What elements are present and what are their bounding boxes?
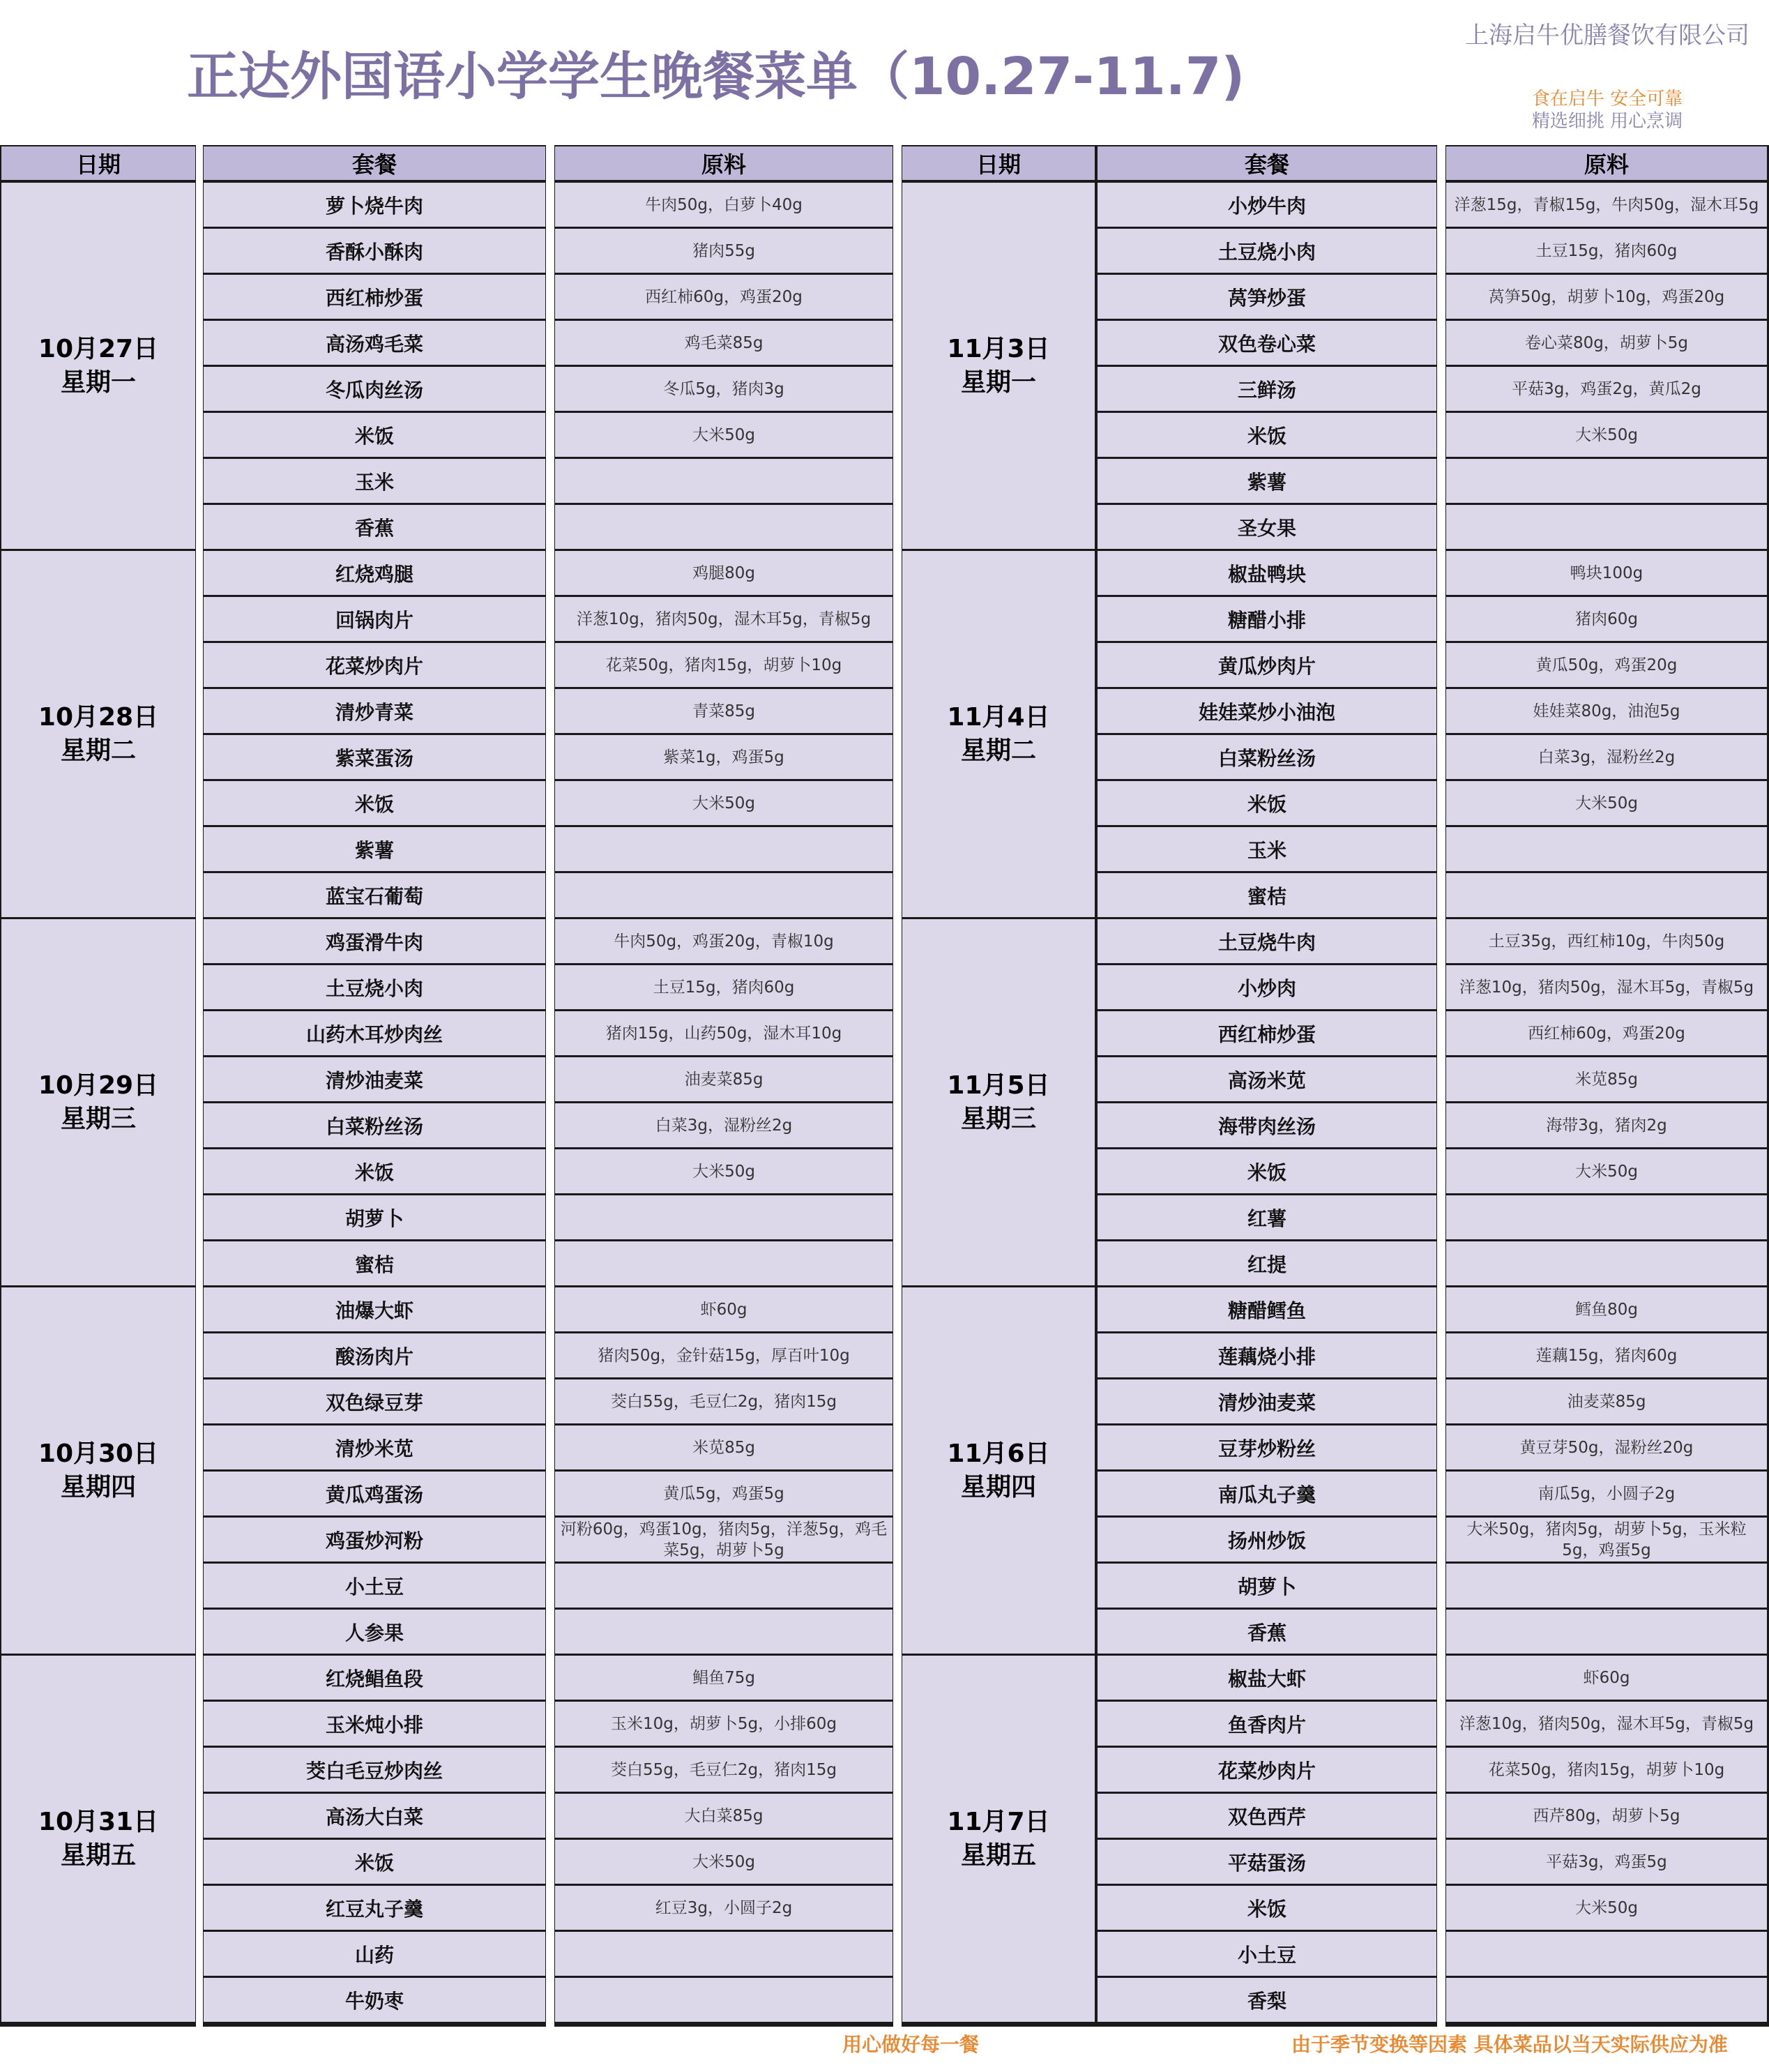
right-header-date: 日期	[902, 146, 1095, 180]
dish-ingredients: 大白菜85g	[555, 1794, 893, 1838]
dish-name: 香蕉	[204, 505, 545, 549]
dish-ingredients: 猪肉55g	[555, 229, 893, 273]
right-header-ingredients: 原料	[1446, 146, 1767, 180]
dish-name: 土豆烧小肉	[204, 965, 545, 1009]
dish-name: 红薯	[1098, 1195, 1436, 1239]
dish-ingredients: 鳕鱼80g	[1446, 1287, 1767, 1331]
dish-name: 山药木耳炒肉丝	[204, 1011, 545, 1055]
dish-name: 米饭	[204, 1840, 545, 1884]
dish-ingredients	[1446, 1978, 1767, 2022]
dish-ingredients	[555, 505, 893, 549]
weekday-label: 星期二	[960, 736, 1036, 765]
right-date-cell	[902, 183, 1095, 549]
dish-ingredients: 黄瓜50g，鸡蛋20g	[1446, 643, 1767, 687]
dish-name: 萝卜烧牛肉	[204, 183, 545, 227]
column-gutter	[893, 145, 902, 2027]
dish-name: 清炒青菜	[204, 689, 545, 733]
right-date-cell	[902, 551, 1095, 917]
dish-name: 米饭	[1098, 1886, 1436, 1930]
dish-name: 双色绿豆芽	[204, 1379, 545, 1423]
dish-ingredients	[1446, 873, 1767, 917]
dish-name: 糖醋鳕鱼	[1098, 1287, 1436, 1331]
dish-name: 香梨	[1098, 1978, 1436, 2022]
dish-ingredients	[1446, 1195, 1767, 1239]
right-date-cell	[902, 1287, 1095, 1654]
dish-ingredients	[555, 1241, 893, 1285]
dish-ingredients: 猪肉50g，金针菇15g，厚百叶10g	[555, 1333, 893, 1377]
dish-ingredients	[1446, 1610, 1767, 1654]
dish-name: 香酥小酥肉	[204, 229, 545, 273]
dish-ingredients: 大米50g	[555, 1149, 893, 1193]
dish-ingredients: 洋葱10g，猪肉50g，湿木耳5g，青椒5g	[1446, 1702, 1767, 1746]
left-header-dish: 套餐	[204, 146, 545, 180]
date-label: 10月31日	[38, 1807, 159, 1836]
left-date-cell	[1, 1656, 195, 2022]
date-label: 11月7日	[947, 1807, 1050, 1836]
dish-ingredients	[1446, 1564, 1767, 1608]
dish-ingredients: 鸭块100g	[1446, 551, 1767, 595]
dish-name: 冬瓜肉丝汤	[204, 367, 545, 411]
dish-ingredients: 黄瓜5g，鸡蛋5g	[555, 1472, 893, 1515]
dish-ingredients	[555, 1610, 893, 1654]
dish-name: 西红柿炒蛋	[204, 275, 545, 319]
dish-name: 米饭	[204, 781, 545, 825]
dish-ingredients	[1446, 1241, 1767, 1285]
footer-left-note: 用心做好每一餐	[842, 2033, 980, 2056]
dish-ingredients: 猪肉15g，山药50g，湿木耳10g	[555, 1011, 893, 1055]
dish-name: 三鲜汤	[1098, 367, 1436, 411]
dish-name: 高汤鸡毛菜	[204, 321, 545, 365]
dish-name: 土豆烧小肉	[1098, 229, 1436, 273]
dish-ingredients	[1446, 827, 1767, 871]
dish-name: 米饭	[1098, 1149, 1436, 1193]
dish-name: 米饭	[204, 1149, 545, 1193]
dish-ingredients: 虾60g	[555, 1287, 893, 1331]
dish-name: 椒盐大虾	[1098, 1656, 1436, 1700]
dish-name: 黄瓜鸡蛋汤	[204, 1472, 545, 1515]
weekday-label: 星期四	[60, 1472, 136, 1502]
dish-name: 娃娃菜炒小油泡	[1098, 689, 1436, 733]
dish-name: 高汤大白菜	[204, 1794, 545, 1838]
dish-name: 紫菜蛋汤	[204, 735, 545, 779]
dish-name: 紫薯	[1098, 459, 1436, 503]
dish-name: 花菜炒肉片	[1098, 1748, 1436, 1792]
dish-ingredients	[555, 1978, 893, 2022]
weekday-label: 星期三	[60, 1104, 136, 1133]
dish-name: 豆芽炒粉丝	[1098, 1426, 1436, 1469]
dish-name: 花菜炒肉片	[204, 643, 545, 687]
dish-name: 红烧鲳鱼段	[204, 1656, 545, 1700]
dish-name: 白菜粉丝汤	[1098, 735, 1436, 779]
date-label: 11月5日	[947, 1071, 1050, 1100]
dish-ingredients: 鲳鱼75g	[555, 1656, 893, 1700]
dish-ingredients: 猪肉60g	[1446, 597, 1767, 641]
dish-ingredients: 牛肉50g，白萝卜40g	[555, 183, 893, 227]
left-date-cell	[1, 183, 195, 549]
dish-ingredients	[555, 459, 893, 503]
dish-name: 山药	[204, 1932, 545, 1976]
weekday-label: 星期五	[60, 1840, 136, 1870]
dish-name: 小土豆	[204, 1564, 545, 1608]
dish-name: 米饭	[204, 413, 545, 457]
dish-name: 小土豆	[1098, 1932, 1436, 1976]
dish-ingredients: 大米50g，猪肉5g，胡萝卜5g，玉米粒5g，鸡蛋5g	[1446, 1518, 1767, 1561]
dish-ingredients: 玉米10g，胡萝卜5g，小排60g	[555, 1702, 893, 1746]
dish-ingredients: 鸡毛菜85g	[555, 321, 893, 365]
dish-ingredients: 卷心菜80g，胡萝卜5g	[1446, 321, 1767, 365]
dish-name: 酸汤肉片	[204, 1333, 545, 1377]
right-header-dish: 套餐	[1098, 146, 1436, 180]
dish-name: 扬州炒饭	[1098, 1518, 1436, 1561]
weekday-label: 星期二	[60, 736, 136, 765]
dish-name: 蜜桔	[204, 1241, 545, 1285]
page-title: 正达外国语小学学生晚餐菜单（10.27-11.7)	[187, 47, 1245, 107]
dish-name: 鸡蛋炒河粉	[204, 1518, 545, 1561]
dish-name: 糖醋小排	[1098, 597, 1436, 641]
dish-ingredients	[1446, 459, 1767, 503]
dish-name: 莴笋炒蛋	[1098, 275, 1436, 319]
dish-name: 土豆烧牛肉	[1098, 919, 1436, 963]
dish-ingredients	[1446, 1932, 1767, 1976]
dish-name: 清炒油麦菜	[1098, 1379, 1436, 1423]
dish-ingredients: 红豆3g，小圆子2g	[555, 1886, 893, 1930]
column-gutter	[546, 145, 554, 2027]
dish-name: 圣女果	[1098, 505, 1436, 549]
dish-ingredients: 西红柿60g，鸡蛋20g	[555, 275, 893, 319]
slogan-line-1: 食在启牛 安全可靠	[1531, 89, 1683, 109]
dish-name: 香蕉	[1098, 1610, 1436, 1654]
dish-name: 玉米	[1098, 827, 1436, 871]
dish-ingredients: 米苋85g	[1446, 1057, 1767, 1101]
dish-ingredients	[555, 873, 893, 917]
right-date-cell	[902, 919, 1095, 1285]
dish-ingredients: 紫菜1g，鸡蛋5g	[555, 735, 893, 779]
date-label: 11月3日	[947, 334, 1050, 363]
dish-name: 平菇蛋汤	[1098, 1840, 1436, 1884]
dish-ingredients: 牛肉50g，鸡蛋20g，青椒10g	[555, 919, 893, 963]
dish-name: 小炒肉	[1098, 965, 1436, 1009]
slogan-line-2: 精选细挑 用心烹调	[1531, 111, 1683, 132]
dish-ingredients: 花菜50g，猪肉15g，胡萝卜10g	[555, 643, 893, 687]
dish-ingredients: 鸡腿80g	[555, 551, 893, 595]
dish-ingredients: 米苋85g	[555, 1426, 893, 1469]
dish-name: 高汤米苋	[1098, 1057, 1436, 1101]
left-header-date: 日期	[1, 146, 195, 180]
dish-ingredients: 洋葱10g，猪肉50g，湿木耳5g，青椒5g	[555, 597, 893, 641]
dish-ingredients: 土豆15g，猪肉60g	[555, 965, 893, 1009]
dish-name: 胡萝卜	[1098, 1564, 1436, 1608]
dish-ingredients: 白菜3g，湿粉丝2g	[555, 1103, 893, 1147]
dish-name: 小炒牛肉	[1098, 183, 1436, 227]
date-label: 10月27日	[38, 334, 159, 363]
dish-name: 玉米炖小排	[204, 1702, 545, 1746]
dish-name: 紫薯	[204, 827, 545, 871]
dish-ingredients: 大米50g	[1446, 1886, 1767, 1930]
dish-name: 鸡蛋滑牛肉	[204, 919, 545, 963]
dish-ingredients	[555, 827, 893, 871]
weekday-label: 星期五	[960, 1840, 1036, 1870]
weekday-label: 星期三	[960, 1104, 1036, 1133]
dish-ingredients: 娃娃菜80g，油泡5g	[1446, 689, 1767, 733]
dish-ingredients: 大米50g	[1446, 413, 1767, 457]
date-label: 10月28日	[38, 702, 159, 732]
dish-name: 西红柿炒蛋	[1098, 1011, 1436, 1055]
dish-ingredients: 西红柿60g，鸡蛋20g	[1446, 1011, 1767, 1055]
dish-name: 米饭	[1098, 781, 1436, 825]
date-label: 10月30日	[38, 1439, 159, 1468]
dish-name: 双色西芹	[1098, 1794, 1436, 1838]
left-date-cell	[1, 919, 195, 1285]
weekday-label: 星期一	[960, 368, 1036, 397]
dish-ingredients: 油麦菜85g	[555, 1057, 893, 1101]
dish-ingredients: 黄豆芽50g，湿粉丝20g	[1446, 1426, 1767, 1469]
dish-name: 清炒米苋	[204, 1426, 545, 1469]
dish-name: 回锅肉片	[204, 597, 545, 641]
dish-name: 红提	[1098, 1241, 1436, 1285]
column-gutter	[1437, 145, 1445, 2027]
left-date-cell	[1, 551, 195, 917]
dish-ingredients: 油麦菜85g	[1446, 1379, 1767, 1423]
dish-name: 人参果	[204, 1610, 545, 1654]
dish-ingredients: 大米50g	[555, 781, 893, 825]
dish-name: 蓝宝石葡萄	[204, 873, 545, 917]
dish-name: 玉米	[204, 459, 545, 503]
left-header-ingredients: 原料	[555, 146, 893, 180]
right-date-cell	[902, 1656, 1095, 2022]
dish-name: 黄瓜炒肉片	[1098, 643, 1436, 687]
dish-name: 南瓜丸子羹	[1098, 1472, 1436, 1515]
dish-name: 鱼香肉片	[1098, 1702, 1436, 1746]
dish-name: 双色卷心菜	[1098, 321, 1436, 365]
dish-ingredients: 河粉60g，鸡蛋10g，猪肉5g，洋葱5g，鸡毛菜5g，胡萝卜5g	[555, 1518, 893, 1561]
dish-ingredients: 大米50g	[555, 1840, 893, 1884]
dish-name: 胡萝卜	[204, 1195, 545, 1239]
dish-ingredients: 平菇3g，鸡蛋5g	[1446, 1840, 1767, 1884]
dish-ingredients: 西芹80g，胡萝卜5g	[1446, 1794, 1767, 1838]
dish-ingredients	[555, 1564, 893, 1608]
dish-ingredients: 莴笋50g，胡萝卜10g，鸡蛋20g	[1446, 275, 1767, 319]
dish-ingredients: 海带3g，猪肉2g	[1446, 1103, 1767, 1147]
dish-name: 白菜粉丝汤	[204, 1103, 545, 1147]
weekday-label: 星期四	[960, 1472, 1036, 1502]
dish-name: 红豆丸子羹	[204, 1886, 545, 1930]
date-label: 11月6日	[947, 1439, 1050, 1468]
dish-ingredients	[555, 1932, 893, 1976]
dish-ingredients: 洋葱15g，青椒15g，牛肉50g，湿木耳5g	[1446, 183, 1767, 227]
dish-ingredients: 洋葱10g，猪肉50g，湿木耳5g，青椒5g	[1446, 965, 1767, 1009]
dish-ingredients: 白菜3g，湿粉丝2g	[1446, 735, 1767, 779]
weekday-label: 星期一	[60, 368, 136, 397]
dish-ingredients: 冬瓜5g，猪肉3g	[555, 367, 893, 411]
dish-ingredients: 莲藕15g，猪肉60g	[1446, 1333, 1767, 1377]
dish-name: 莲藕烧小排	[1098, 1333, 1436, 1377]
dish-name: 牛奶枣	[204, 1978, 545, 2022]
dish-ingredients: 平菇3g，鸡蛋2g，黄瓜2g	[1446, 367, 1767, 411]
dish-ingredients: 大米50g	[555, 413, 893, 457]
dish-ingredients: 南瓜5g，小圆子2g	[1446, 1472, 1767, 1515]
dish-ingredients	[1446, 505, 1767, 549]
dish-ingredients	[555, 1195, 893, 1239]
dish-ingredients: 青菜85g	[555, 689, 893, 733]
dish-name: 茭白毛豆炒肉丝	[204, 1748, 545, 1792]
date-label: 11月4日	[947, 702, 1050, 732]
dish-name: 海带肉丝汤	[1098, 1103, 1436, 1147]
dish-name: 米饭	[1098, 413, 1436, 457]
date-label: 10月29日	[38, 1071, 159, 1100]
column-gutter	[196, 145, 203, 2027]
dish-name: 红烧鸡腿	[204, 551, 545, 595]
dish-ingredients: 大米50g	[1446, 781, 1767, 825]
left-date-cell	[1, 1287, 195, 1654]
dish-name: 油爆大虾	[204, 1287, 545, 1331]
dish-ingredients: 土豆15g，猪肉60g	[1446, 229, 1767, 273]
company-name: 上海启牛优膳餐饮有限公司	[1465, 22, 1749, 50]
dish-ingredients: 土豆35g，西红柿10g，牛肉50g	[1446, 919, 1767, 963]
dish-ingredients: 茭白55g，毛豆仁2g，猪肉15g	[555, 1748, 893, 1792]
footer-right-note: 由于季节变换等因素 具体菜品以当天实际供应为准	[1291, 2033, 1728, 2056]
dish-name: 蜜桔	[1098, 873, 1436, 917]
dish-name: 椒盐鸭块	[1098, 551, 1436, 595]
dish-ingredients: 虾60g	[1446, 1656, 1767, 1700]
dish-ingredients: 大米50g	[1446, 1149, 1767, 1193]
dish-ingredients: 花菜50g，猪肉15g，胡萝卜10g	[1446, 1748, 1767, 1792]
dish-ingredients: 茭白55g，毛豆仁2g，猪肉15g	[555, 1379, 893, 1423]
dish-name: 清炒油麦菜	[204, 1057, 545, 1101]
